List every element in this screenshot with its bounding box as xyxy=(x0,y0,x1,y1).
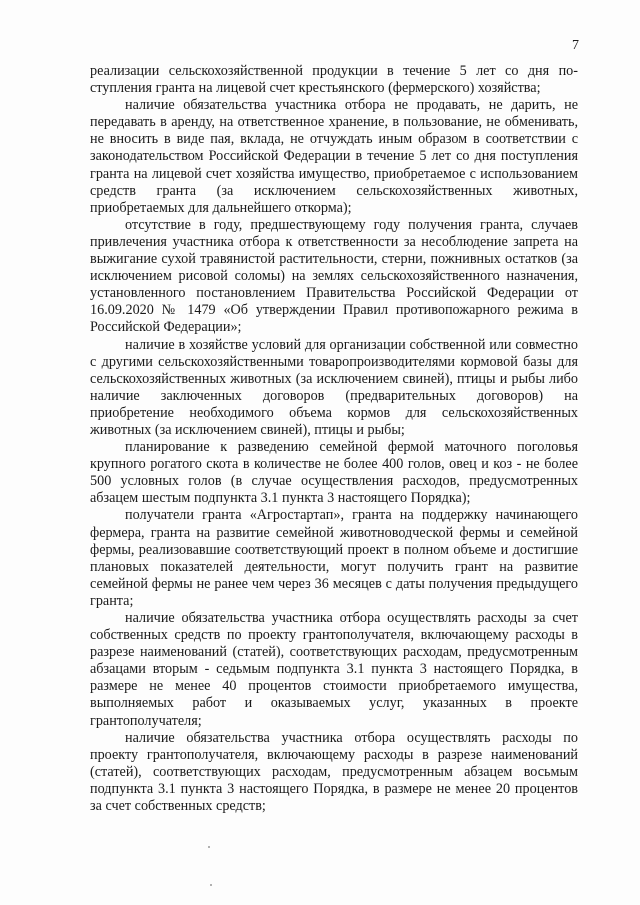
paragraph-6: получатели гранта «Агростартап», гранта на поддержку начинающего фермера, гранта на развитие семейной животноводческой фермы и семейной фермы, реализовавшие соответствующий проект в полном объеме и достигшие плановых показателей деятельности, могут получить грант на развитие семейной фермы не ранее чем через 36 месяцев с даты получения предыдущего гранта; xyxy=(90,507,578,609)
paragraph-2: наличие обязательства участника отбора не продавать, не дарить, не передавать в аренду, на ответственное хранение, в пользование, не обменивать, не вносить в виде пая, вклада, не отчуждать иным образом в соответствии с законодательством Российской Федерации в течение 5 лет со дня поступления гранта на лицевой счет хозяйства имущество, приобретаемое с использованием средств гранта (за исключением сельскохозяйственных животных, приобретаемых для дальнейшего откорма); xyxy=(90,97,578,216)
document-body xyxy=(90,63,578,815)
page-number: 7 xyxy=(572,38,579,53)
paragraph-3: отсутствие в году, предшествующему году получения гранта, случаев привлечения участника отбора к ответственности за несоблюдение запрета на выжигание сухой травянистой растительности, стерни, пожнивных остатков (за исключением рисовой соломы) на землях сельскохозяйственного назначения, установленного постановлением Правительства Российской Федерации от 16.09.2020 № 1479 «Об утверждении Правил противопожарного режима в Российской Федерации»; xyxy=(90,216,578,336)
paragraph-7: наличие обязательства участника отбора осуществлять расходы за счет собственных средств по проекту грантополучателя, включающему расходы в разрезе наименований (статей), соответствующих расходам, предусмотренным абзацами вторым - седьмым подпункта 3.1 пункта 3 настоящего Порядка, в размере не менее 40 процентов стоимости приобретаемого имущества, выполняемых работ и оказываемых услуг, указанных в проекте грантополучателя; xyxy=(90,610,578,729)
scan-artifact xyxy=(210,884,212,886)
paragraph-5: планирование к разведению семейной фермой маточного поголовья крупного рогатого скота в количестве не более 400 голов, овец и коз - не более 500 условных голов (в случае осуществления расходов, предусмотренных абзацем шестым подпункта 3.1 пункта 3 настоящего Порядка); xyxy=(90,439,578,507)
paragraph-4: наличие в хозяйстве условий для организации собственной или совместно с другими сельскохозяйственными товаропроизводителями кормовой базы для сельскохозяйственных животных (за исключением свиней), птицы и рыбы либо наличие заключенных договоров (предварительных договоров) на приобретение необходимого объема кормов для сельскохозяйственных животных (за исключением свиней), птицы и рыбы; xyxy=(90,336,578,438)
paragraph-8: наличие обязательства участника отбора осуществлять расходы по проекту грантополучателя, включающему расходы в разрезе наименований (статей), соответствующих расходам, предусмотренным абзацем восьмым подпункта 3.1 пункта 3 настоящего Порядка, в размере не менее 20 процентов за счет собственных средств; xyxy=(90,729,578,815)
paragraph-1: реализации сельскохозяйственной продукции в течение 5 лет со дня поступления гранта на лицевой счет крестьянского (фермерского) хозяйства; xyxy=(90,63,578,97)
scan-artifact xyxy=(208,846,210,848)
